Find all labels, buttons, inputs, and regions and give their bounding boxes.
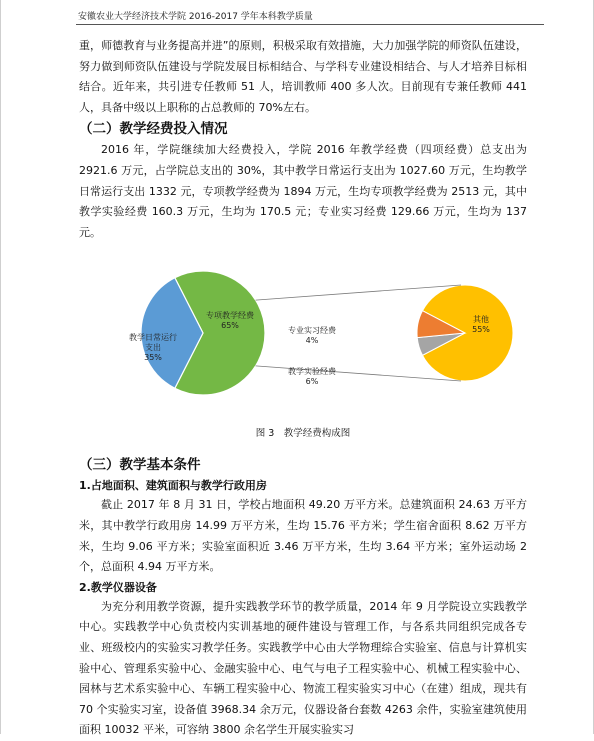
pie-label-experiment: 教学实验经费 6% — [288, 367, 336, 387]
equipment-paragraph: 为充分利用教学资源，提升实践教学环节的教学质量，2014 年 9 月学院设立实践教学中心。实践教学中心负责校内实训基地的硬件建设与管理工作，与各系共同组织完成各专业、班级校内的实验实习教学任务。实践教学中心由大学物理综合实验室、信息与计算机实验中心、管理系实验中心、金融实验中心、电气与电子工程实验中心、机械工程实验中心、园林与艺术系实验中心、车辆工程实验中心、物流工程实验实习中心（在建）组成，现共有 70 个实验实习室，设备值 3968.34 余万元，仪器设备台套数 4263 余件，实验室建筑使用面积 10032 平米，可容纳 3800 余名学生开展实验实习 — [79, 599, 527, 737]
funding-pie-chart — [79, 260, 527, 410]
funding-paragraph: 2016 年，学院继续加大经费投入，学院 2016 年教学经费（四项经费）总支出为 2921.6 万元，占学院总支出的 30%，其中教学日常运行支出为 1027.60 万元，生均教学日常运行支出 1332 元，专项教学经费为 1894 万元，生均专项教学经费为 2513 元，其中教学实验经费 160.3 万元，生均为 170.5 元；专业实习经费 129.66 万元，生均为 137 元。 — [79, 143, 527, 239]
subheading-equipment: 2.教学仪器设备 — [79, 580, 157, 594]
funding-pie-figure — [79, 260, 527, 410]
pie-label-other: 其他 55% — [472, 315, 490, 335]
header-rule — [76, 24, 544, 25]
subheading-land-area: 1.占地面积、建筑面积与教学行政用房 — [79, 479, 267, 493]
pie-label-internship: 专业实习经费 4% — [288, 326, 336, 346]
document-body — [79, 36, 527, 741]
connector-line-bottom — [256, 366, 461, 381]
connector-line-top — [256, 285, 461, 300]
running-header: 安徽农业大学经济技术学院 2016-2017 学年本科教学质量 — [78, 12, 313, 22]
section-heading-conditions: （三）教学基本条件 — [79, 457, 201, 474]
land-area-paragraph: 截止 2017 年 8 月 31 日，学校占地面积 49.20 万平方米。总建筑面积 24.63 万平方米，其中教学行政用房 14.99 万平方米，生均 15.76 平方米；学生宿舍面积 8.62 万平方米，生均 9.06 平方米；实验室面积近 3.46 万平方米，生均 3.64 平方米；室外运动场 2 个，总面积 4.94 万平方米。 — [79, 498, 527, 574]
figure-caption: 图 3 教学经费构成图 — [255, 428, 351, 440]
pie-label-daily-operation: 教学日常运行支出 35% — [129, 333, 177, 363]
intro-paragraph: 重，师德教育与业务提高并进”的原则，积极采取有效措施，大力加强学院的师资队伍建设，努力做到师资队伍建设与学院发展目标相结合、与学科专业建设相结合、与人才培养目标相结合。近年来，共引进专任教师 51 人，培训教师 400 多人次。目前现有专兼任教师 441 人，具备中级以上职称的占总教师的 70%左右。 — [79, 39, 527, 114]
section-heading-funding: （二）教学经费投入情况 — [79, 121, 228, 138]
pie-label-special-funding: 专项教学经费 65% — [206, 311, 254, 331]
